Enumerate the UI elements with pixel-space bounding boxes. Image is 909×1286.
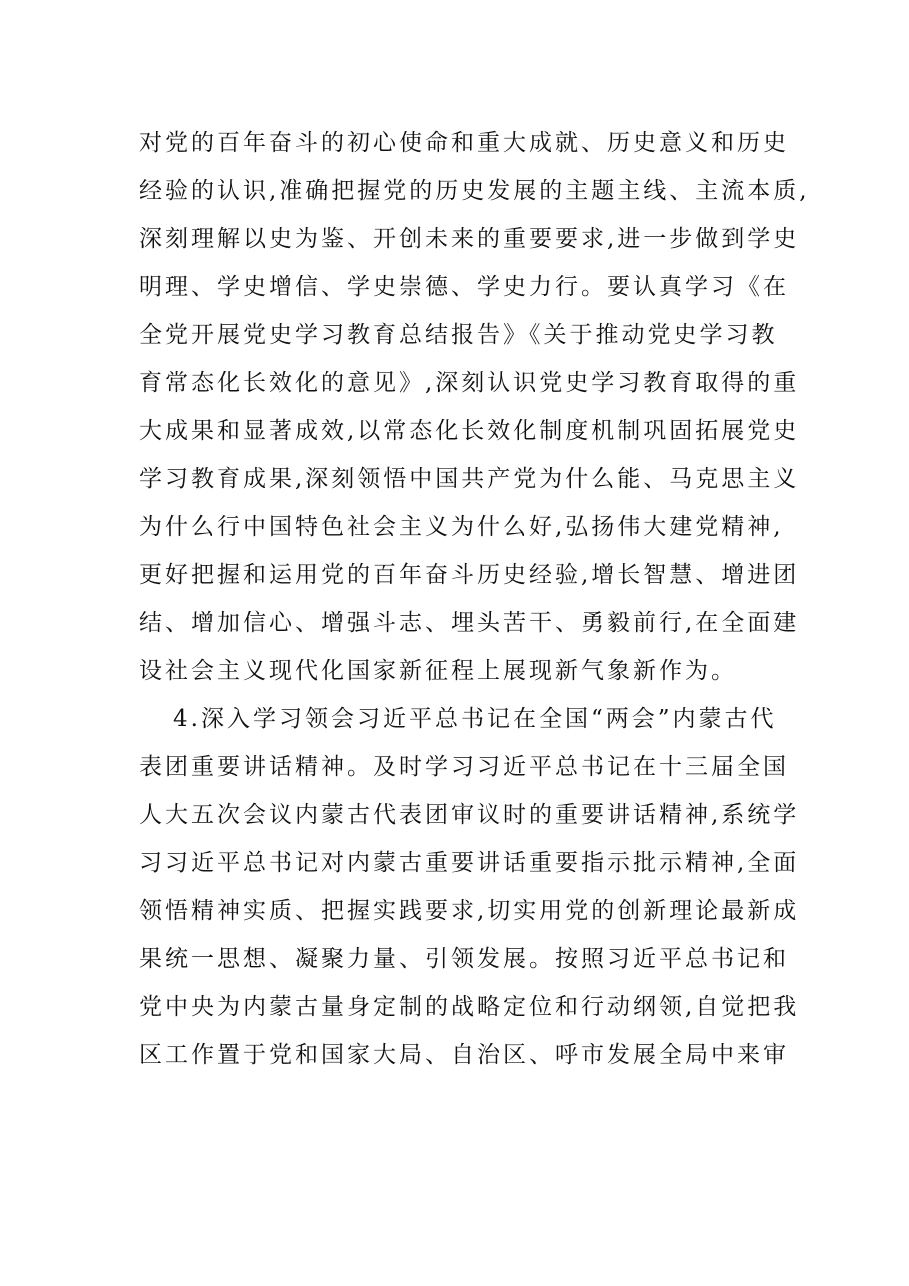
text-line-9: 为什么行中国特色社会主义为什么好,弘扬伟大建党精神,: [139, 514, 784, 540]
text-line-16: 习习近平总书记对内蒙古重要讲话重要指示批示精神,全面: [139, 850, 800, 876]
text-line-3: 深刻理解以史为鉴、开创未来的重要要求,进一步做到学史: [139, 226, 800, 252]
text-line-5: 全党开展党史学习教育总结报告》《关于推动党史学习教: [139, 322, 778, 348]
text-line-11: 结、增加信心、增强斗志、埋头苦干、勇毅前行,在全面建: [139, 610, 800, 636]
text-line-17: 领悟精神实质、把握实践要求,切实用党的创新理论最新成: [139, 898, 800, 924]
text-line-13: 4.深入学习领会习近平总书记在全国“两会”内蒙古代: [173, 706, 777, 732]
text-line-8: 学习教育成果,深刻领悟中国共产党为什么能、马克思主义: [139, 466, 800, 492]
text-line-4: 明理、学史增信、学史崇德、学史力行。要认真学习《在: [139, 274, 789, 300]
text-line-18: 果统一思想、凝聚力量、引领发展。按照习近平总书记和: [139, 946, 789, 972]
text-line-2: 经验的认识,准确把握党的历史发展的主题主线、主流本质,: [139, 178, 810, 204]
text-line-15: 人大五次会议内蒙古代表团审议时的重要讲话精神,系统学: [139, 802, 800, 828]
text-line-12: 设社会主义现代化国家新征程上展现新气象新作为。: [139, 658, 737, 684]
text-line-1: 对党的百年奋斗的初心使命和重大成就、历史意义和历史: [139, 130, 789, 156]
text-line-7: 大成果和显著成效,以常态化长效化制度机制巩固拓展党史: [139, 418, 800, 444]
text-line-20: 区工作置于党和国家大局、自治区、呼市发展全局中来审: [139, 1042, 789, 1068]
text-line-19: 党中央为内蒙古量身定制的战略定位和行动纲领,自觉把我: [139, 994, 800, 1020]
text-line-6: 育常态化长效化的意见》,深刻认识党史学习教育取得的重: [139, 370, 800, 396]
text-line-14: 表团重要讲话精神。及时学习习近平总书记在十三届全国: [139, 754, 789, 780]
text-line-10: 更好把握和运用党的百年奋斗历史经验,增长智慧、增进团: [139, 562, 800, 588]
